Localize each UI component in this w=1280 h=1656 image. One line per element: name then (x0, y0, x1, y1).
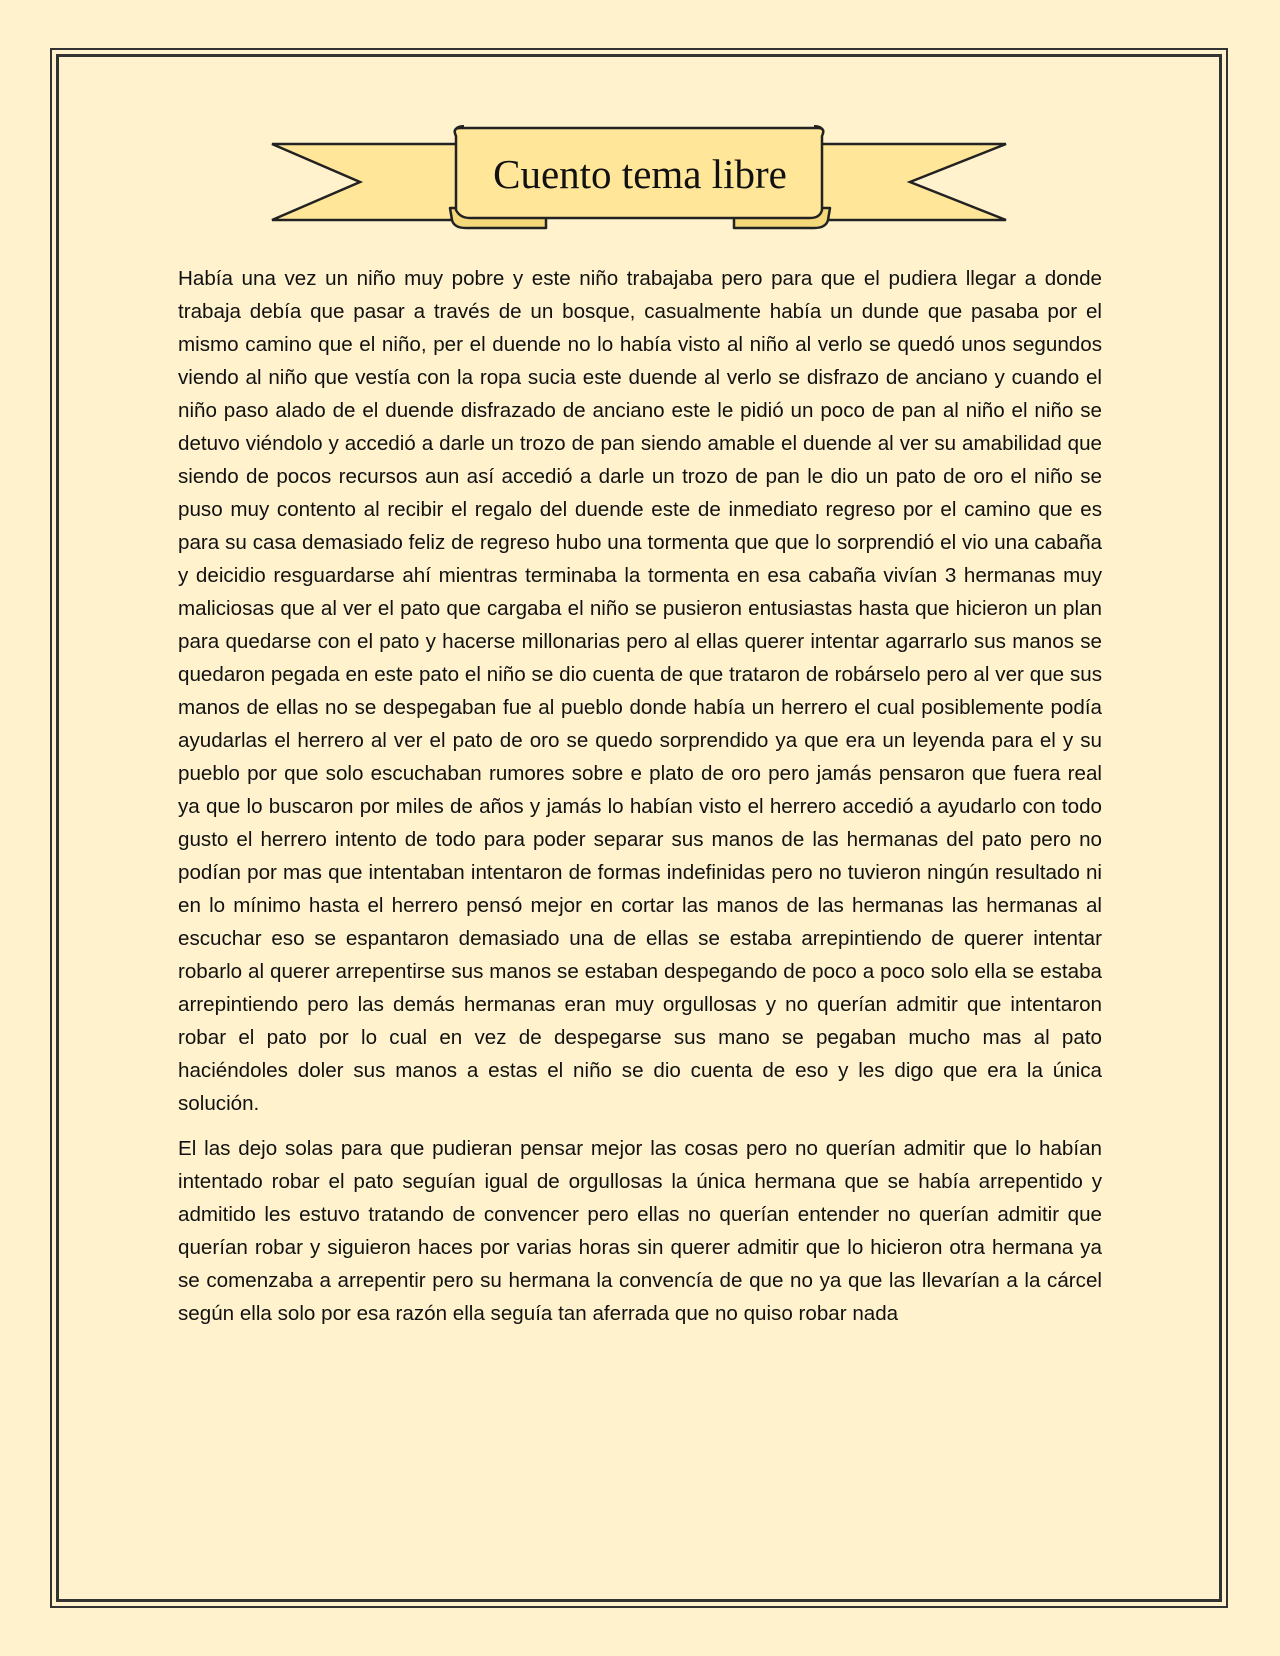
page-title: Cuento tema libre (493, 151, 787, 197)
story-paragraph-2: El las dejo solas para que pudieran pensar mejor las cosas pero no querían admitir que lo habían intentado robar el pato seguían igual de orgullosas la única hermana que se había arrepentido y admitido les estuvo tratando de convencer pero ellas no querían entender no querían admitir que querían robar y siguieron haces por varias horas sin querer admitir que lo hicieron otra hermana ya se comenzaba a arrepentir pero su hermana la convencía de que no ya que las llevarían a la cárcel según ella solo por esa razón ella seguía tan aferrada que no quiso robar nada (178, 1137, 1102, 1325)
story-paragraph-1: Había una vez un niño muy pobre y este niño trabajaba pero para que el pudiera llegar a donde trabaja debía que pasar a través de un bosque, casualmente había un dunde que pasaba por el mismo camino que el niño, per el duende no lo había visto al niño al verlo se quedó unos segundos viendo al niño que vestía con la ropa sucia este duende al verlo se disfrazo de anciano y cuando el niño paso alado de el duende disfrazado de anciano este le pidió un poco de pan al niño el niño se detuvo viéndolo y accedió a darle un trozo de pan siendo amable el duende al ver su amabilidad que siendo de pocos recursos aun así accedió a darle un trozo de pan le dio un pato de oro el niño se puso muy contento al recibir el regalo del duende este de inmediato regreso por el camino que es para su casa demasiado feliz de regreso hubo una tormenta que que lo sorprendió el vio una cabaña y deicidio resguardarse ahí mientras terminaba la tormenta en esa cabaña vivían 3 hermanas muy maliciosas que al ver el pato que cargaba el niño se pusieron entusiastas hasta que hicieron un plan para quedarse con el pato y hacerse millonarias pero al ellas querer intentar agarrarlo sus manos se quedaron pegada en este pato el niño se dio cuenta de que trataron de robárselo pero al ver que sus manos de ellas no se despegaban fue al pueblo donde había un herrero el cual posiblemente podía ayudarlas el herrero al ver el pato de oro se quedo sorprendido ya que era un leyenda para el y su pueblo por que solo escuchaban rumores sobre e plato de oro pero jamás pensaron que fuera real ya que lo buscaron por miles de años y jamás lo habían visto el herrero accedió a ayudarlo con todo gusto el herrero intento de todo para poder separar sus manos de las hermanas del pato pero no podían por mas que intentaban intentaron de formas indefinidas pero no tuvieron ningún resultado ni en lo mínimo hasta el herrero pensó mejor en cortar las manos de las hermanas las hermanas al escuchar eso se espantaron demasiado una de ellas se estaba arrepintiendo de querer intentar robarlo al querer arrepentirse sus manos se estaban despegando de poco a poco solo ella se estaba arrepintiendo pero las demás hermanas eran muy orgullosas y no querían admitir que intentaron robar el pato por lo cual en vez de despegarse sus mano se pegaban mucho mas al pato haciéndoles doler sus manos a estas el niño se dio cuenta de eso y les digo que era la única solución. (178, 267, 1102, 1115)
story-body (178, 262, 1102, 1342)
ribbon-right-tail (820, 144, 1006, 220)
ribbon-left-tail (272, 144, 460, 220)
title-banner (270, 120, 1010, 240)
